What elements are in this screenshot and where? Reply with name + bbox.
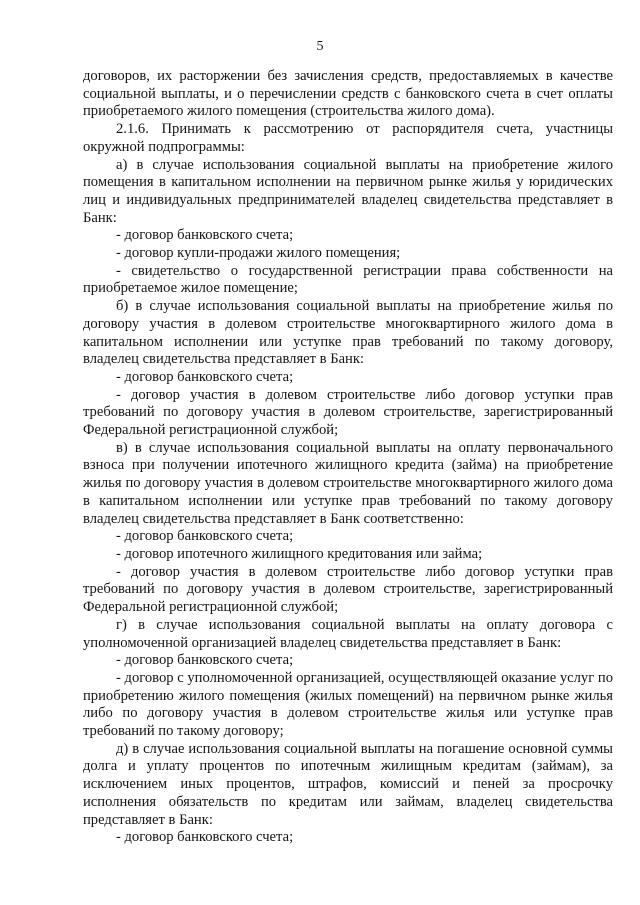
paragraph-item-b: б) в случае использования социальной выплаты на приобретение жилья по договору участия в долевом строительстве многоквартирного жилого дома в капитальном исполнении или уступке прав требований по такому договору, владелец свидетельства представляет в Банк: <box>83 298 613 368</box>
paragraph-item-g: г) в случае использования социальной выплаты на оплату договора с уполномоченной организацией владелец свидетельства представляет в Банк: <box>83 616 613 651</box>
document-body <box>83 68 613 847</box>
list-item: - свидетельство о государственной регистрации права собственности на приобретаемое жилое помещение; <box>83 262 613 297</box>
list-item: - договор купли-продажи жилого помещения; <box>116 245 401 262</box>
list-item: - договор банковского счета; <box>116 227 294 244</box>
paragraph-item-d: д) в случае использования социальной выплаты на погашение основной суммы долга и уплату процентов по ипотечным жилищным кредитам (займам), за исключением иных процентов, штрафов, комиссий и пеней за просрочку исполнения обязательств по кредитам или займам, владелец свидетельства представляет в Банк: <box>83 740 613 828</box>
paragraph-item-a: а) в случае использования социальной выплаты на приобретение жилого помещения в капитальном исполнении на первичном рынке жилья у юридических лиц и индивидуальных предпринимателей владелец свидетельства представляет в Банк: <box>83 156 613 226</box>
list-item: - договор с уполномоченной организацией, осуществляющей оказание услуг по приобретению жилого помещения (жилых помещений) на первичном рынке жилья либо по договору участия в долевом строительстве жилья или уступке прав требований по такому договору; <box>83 669 613 740</box>
list-item: - договор банковского счета; <box>116 368 294 385</box>
list-item: - договор банковского счета; <box>116 528 294 545</box>
paragraph-continuation: договоров, их расторжении без зачисления средств, предоставляемых в качестве социальной выплаты, и о перечислении средств с банковского счета в счет оплаты приобретаемого жилого помещения (строительства жилого дома). <box>83 68 613 120</box>
list-item: - договор банковского счета; <box>116 829 294 846</box>
list-item: - договор участия в долевом строительстве либо договор уступки прав требований по договору участия в долевом строительстве, зарегистрированный Федеральной регистрационной службой; <box>83 386 613 439</box>
paragraph-clause-2-1-6: 2.1.6. Принимать к рассмотрению от распорядителя счета, участницы окружной подпрограммы: <box>83 121 613 155</box>
list-item: - договор участия в долевом строительстве либо договор уступки прав требований по договору участия в долевом строительстве, зарегистрированный Федеральной регистрационной службой; <box>83 563 613 616</box>
paragraph-item-v: в) в случае использования социальной выплаты на оплату первоначального взноса при получении ипотечного жилищного кредита (займа) на приобретение жилья по договору участия в долевом строительстве многоквартирного жилого дома в капитальном исполнении или уступке прав требований по такому договору владелец свидетельства представляет в Банк соответственно: <box>83 439 613 527</box>
list-item: - договор банковского счета; <box>116 652 294 669</box>
list-item: - договор ипотечного жилищного кредитования или займа; <box>116 545 483 562</box>
page-number: 5 <box>316 39 324 54</box>
